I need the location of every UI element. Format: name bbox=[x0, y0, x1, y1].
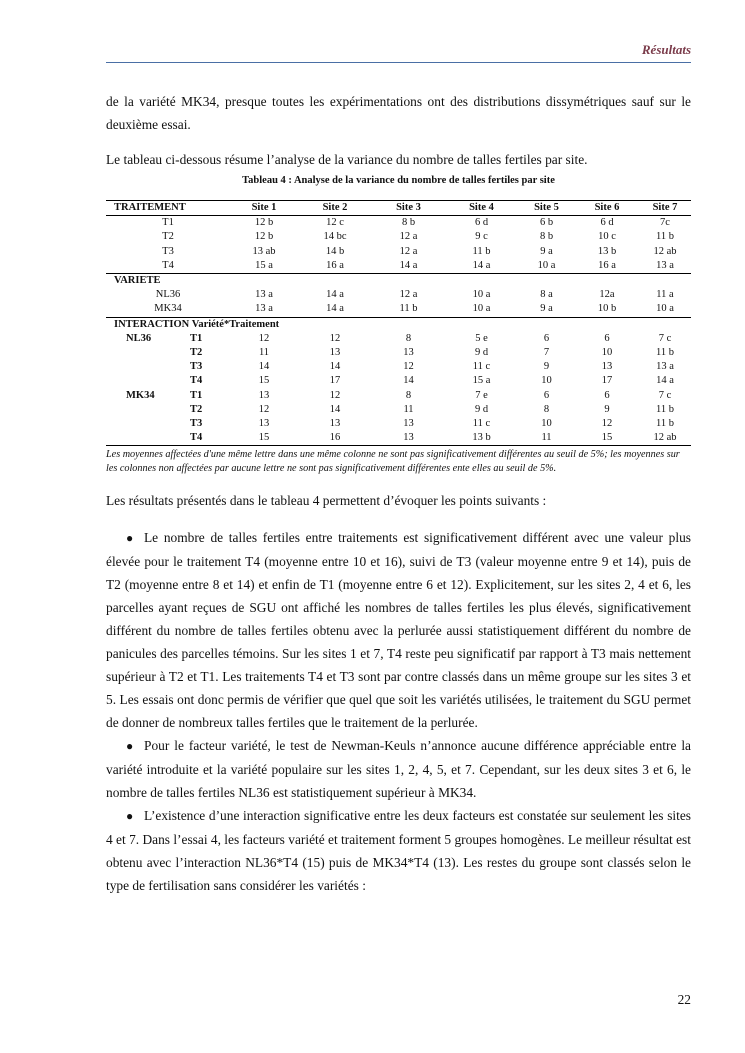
table-cell: 13 b bbox=[597, 245, 617, 257]
column-header: Site 7 bbox=[639, 201, 691, 216]
treatment-label: T4 bbox=[190, 431, 230, 446]
table-cell: 8 b bbox=[401, 217, 416, 229]
table-cell: 13 bbox=[329, 418, 341, 430]
section-label: INTERACTION Variété*Traitement bbox=[106, 317, 691, 332]
table-cell: 12 c bbox=[326, 217, 344, 229]
table-cell: 14 bc bbox=[323, 231, 347, 243]
table-cell: 7 bbox=[543, 347, 550, 359]
column-header: Site 3 bbox=[372, 201, 445, 216]
table-cell: 15 bbox=[230, 431, 298, 446]
table-header-row bbox=[106, 201, 691, 216]
row-label: MK34 bbox=[154, 303, 182, 315]
bullet-text: Pour le facteur variété, le test de Newman-Keuls n’annonce aucune différence appréciable entre la variété introduite et la variété populaire sur les sites 1, 2, 4, 5, et 7. Cependant, sur les deux sites 3 et 6, le nombre de talles fertiles NL36 est statistiquement supérieur à MK34. bbox=[106, 738, 691, 801]
table-cell: 17 bbox=[601, 375, 613, 387]
table-cell: 9 bbox=[543, 361, 550, 373]
table-row bbox=[106, 360, 691, 374]
table-cell: 11 b bbox=[656, 231, 674, 243]
variety-label bbox=[106, 360, 190, 374]
table-row bbox=[106, 389, 691, 403]
table-cell: 14 a bbox=[326, 303, 344, 315]
table-cell: 12 bbox=[258, 332, 270, 344]
column-header: Site 4 bbox=[445, 201, 518, 216]
table-cell: 13 bbox=[403, 418, 414, 430]
table-cell: 16 a bbox=[326, 259, 344, 271]
table-cell: 12 bbox=[258, 403, 270, 415]
table-cell: 7 c bbox=[658, 389, 672, 401]
table-cell: 6 bbox=[604, 389, 610, 401]
table-cell: 11 c bbox=[472, 361, 491, 373]
variety-label: MK34 bbox=[126, 389, 155, 401]
row-label: T1 bbox=[162, 217, 174, 229]
table-cell: 9 a bbox=[540, 245, 553, 257]
table-cell: 16 a bbox=[598, 259, 616, 271]
bullet-icon: ● bbox=[126, 739, 134, 754]
treatment-label: T3 bbox=[190, 418, 203, 430]
table-cell: 14 bbox=[329, 361, 341, 373]
table-row bbox=[106, 417, 691, 431]
intro-paragraph-1: de la variété MK34, presque toutes les expérimentations ont des distributions dissymétriques sauf sur le deuxième essai. bbox=[106, 94, 691, 132]
table-row bbox=[106, 230, 691, 244]
table-cell: 14 b bbox=[325, 245, 345, 257]
table-cell: 13 b bbox=[445, 431, 518, 446]
bullet-icon: ● bbox=[126, 809, 134, 824]
intro-paragraph-2: Le tableau ci-dessous résume l’analyse de la variance du nombre de talles fertiles par site. bbox=[106, 152, 588, 167]
table-cell: 7 c bbox=[658, 332, 672, 344]
table-cell: 12 bbox=[403, 361, 414, 373]
results-list bbox=[106, 526, 691, 897]
table-cell: 7c bbox=[660, 217, 670, 229]
variety-label bbox=[106, 374, 190, 388]
table-cell: 9 d bbox=[474, 403, 489, 415]
variety-label: NL36 bbox=[126, 332, 152, 344]
variety-label bbox=[106, 403, 190, 417]
table-cell: 15 a bbox=[472, 375, 491, 387]
bullet-item bbox=[106, 734, 691, 804]
table-cell: 6 bbox=[543, 389, 550, 401]
table-cell: 10 a bbox=[656, 303, 674, 315]
table-cell: 13 ab bbox=[252, 245, 276, 257]
table-cell: 15 bbox=[258, 375, 270, 387]
table-cell: 6 bbox=[604, 332, 610, 344]
table-cell: 13 a bbox=[255, 289, 273, 301]
column-header: Site 2 bbox=[298, 201, 372, 216]
treatment-label: T1 bbox=[190, 332, 203, 344]
row-label: T3 bbox=[162, 245, 174, 257]
section-row-variete bbox=[106, 274, 691, 289]
table-caption: Tableau 4 : Analyse de la variance du nombre de talles fertiles par site bbox=[242, 175, 555, 186]
variance-table bbox=[106, 200, 691, 446]
header-title: Résultats bbox=[641, 42, 691, 57]
table-row bbox=[106, 431, 691, 446]
column-header: Site 1 bbox=[230, 201, 298, 216]
table-cell: 12 ab bbox=[639, 431, 691, 446]
row-label: NL36 bbox=[155, 289, 181, 301]
table-cell: 11 a bbox=[656, 289, 674, 301]
table-cell: 11 b bbox=[656, 403, 674, 415]
table-cell: 13 bbox=[329, 347, 341, 359]
table-row bbox=[106, 259, 691, 274]
table-cell: 13 bbox=[403, 347, 414, 359]
treatment-label: T1 bbox=[190, 389, 203, 401]
table-cell: 13 bbox=[601, 361, 613, 373]
bullet-text: L’existence d’une interaction significative entre les deux facteurs est constatée sur seulement les sites 4 et 7. Dans l’essai 4, les facteurs variété et traitement forment 5 groupes homogènes. Le meilleur résultat est obtenu avec l’interaction NL36*T4 (15) puis de MK34*T4 (13). Les restes du groupe sont classés selon le type de fertilisation sans considérer les variétés : bbox=[106, 808, 691, 894]
table-cell: 12 a bbox=[399, 289, 418, 301]
table-cell: 10 a bbox=[472, 303, 491, 315]
table-cell: 14 bbox=[403, 375, 414, 387]
table-cell: 10 bbox=[541, 375, 552, 387]
table-cell: 8 bbox=[405, 389, 412, 401]
table-cell: 14 bbox=[258, 361, 270, 373]
table-cell: 13 bbox=[372, 431, 445, 446]
running-header bbox=[106, 42, 691, 63]
table-cell: 11 c bbox=[472, 418, 491, 430]
table-cell: 14 bbox=[329, 403, 341, 415]
table-cell: 12 ab bbox=[653, 245, 677, 257]
bullet-item bbox=[106, 804, 691, 897]
table-cell: 13 bbox=[258, 418, 270, 430]
table-row bbox=[106, 346, 691, 360]
table-cell: 11 bbox=[403, 403, 414, 415]
table-cell: 11 b bbox=[472, 245, 491, 257]
table-row bbox=[106, 302, 691, 317]
table-cell: 13 bbox=[258, 389, 270, 401]
table-cell: 12 a bbox=[399, 231, 418, 243]
page-number: 22 bbox=[677, 992, 691, 1007]
table-cell: 6 bbox=[543, 332, 550, 344]
table-cell: 7 e bbox=[475, 389, 488, 401]
table-cell: 6 d bbox=[474, 217, 489, 229]
table-cell: 11 b bbox=[656, 418, 674, 430]
table-row bbox=[106, 216, 691, 231]
table-cell: 8 a bbox=[540, 289, 553, 301]
row-label: T2 bbox=[162, 231, 174, 243]
table-cell: 10 c bbox=[598, 231, 616, 243]
bullet-item bbox=[106, 526, 691, 734]
column-header: Site 5 bbox=[518, 201, 575, 216]
table-footnote: Les moyennes affectées d'une même lettre dans une même colonne ne sont pas significativement différentes au seuil de 5%; les moyennes sur les colonnes non affectées par aucune lettre ne sont pas significativement différentes ente elles au seuil de 5%. bbox=[106, 449, 680, 474]
table-cell: 11 bbox=[258, 347, 270, 359]
table-cell: 8 bbox=[543, 403, 550, 415]
table-row bbox=[106, 288, 691, 302]
table-cell: 10 b bbox=[597, 303, 617, 315]
table-cell: 6 d bbox=[600, 217, 614, 229]
treatment-label: T4 bbox=[190, 375, 203, 387]
table-cell: 10 a bbox=[472, 289, 491, 301]
table-cell: 6 b bbox=[539, 217, 554, 229]
table-row bbox=[106, 245, 691, 259]
table-cell: 12 a bbox=[399, 245, 418, 257]
table-cell: 14 a bbox=[472, 259, 491, 271]
table-cell: 13 a bbox=[656, 361, 674, 373]
table-cell: 11 bbox=[518, 431, 575, 446]
page-content bbox=[106, 90, 691, 897]
table-cell: 8 bbox=[405, 332, 412, 344]
table-cell: 17 bbox=[329, 375, 341, 387]
variety-label bbox=[106, 346, 190, 360]
table-cell: 9 d bbox=[474, 347, 489, 359]
row-label: T4 bbox=[162, 259, 174, 271]
variety-label bbox=[106, 431, 190, 446]
section-label: VARIETE bbox=[106, 274, 691, 289]
table-cell: 12 bbox=[329, 389, 341, 401]
table-cell: 14 a bbox=[656, 375, 674, 387]
column-header: Site 6 bbox=[575, 201, 639, 216]
table-row bbox=[106, 332, 691, 346]
table-row bbox=[106, 374, 691, 388]
table-cell: 12 bbox=[329, 332, 341, 344]
table-cell: 13 a bbox=[656, 259, 674, 271]
treatment-label: T2 bbox=[190, 347, 203, 359]
table-cell: 10 bbox=[541, 418, 552, 430]
table-cell: 12a bbox=[599, 289, 615, 301]
table-cell: 9 a bbox=[540, 303, 553, 315]
section-row-interaction bbox=[106, 317, 691, 332]
table-cell: 12 bbox=[601, 418, 613, 430]
treatment-label: T3 bbox=[190, 361, 203, 373]
variety-label bbox=[106, 417, 190, 431]
table-cell: 12 b bbox=[254, 217, 274, 229]
bullet-text: Le nombre de talles fertiles entre traitements est significativement différent avec une valeur plus élevée pour le traitement T4 (moyenne entre 10 et 16), suivi de T3 (valeur moyenne entre 9 et 14), puis de T2 (moyenne entre 8 et 14) et enfin de T1 (moyenne entre 6 et 12). Explicitement, sur les sites 2, 4 et 6, les parcelles ayant reçues de SGU ont affiché les nombres de talles fertiles les plus élevés, significativement différent du nombre de talles fertiles obtenu avec la perlurée aussi statistiquement différent du nombre de panicules des parcelles témoins. Sur les sites 1 et 7, T4 reste peu significatif par rapport à T3 mais nettement supérieur à T2 et T1. Les traitements T4 et T3 sont par contre classés dans un même groupe sur les sites 3 et 5. Les essais ont donc permis de vérifier que quel que soit les variétés utilisées, le traitement du SGU permet de donner de nombreux talles fertiles que le traitement de la perlurée. bbox=[106, 530, 691, 731]
table-cell: 10 a bbox=[537, 259, 556, 271]
table-cell: 8 b bbox=[539, 231, 554, 243]
table-cell: 5 e bbox=[475, 332, 488, 344]
table-cell: 9 bbox=[604, 403, 610, 415]
table-cell: 14 a bbox=[326, 289, 344, 301]
table-cell: 16 bbox=[298, 431, 372, 446]
table-cell: 9 c bbox=[475, 231, 488, 243]
table-cell: 15 bbox=[575, 431, 639, 446]
results-intro: Les résultats présentés dans le tableau 4 permettent d’évoquer les points suivants : bbox=[106, 493, 547, 509]
bullet-icon: ● bbox=[126, 531, 134, 546]
table-cell: 12 b bbox=[254, 231, 274, 243]
table-row bbox=[106, 403, 691, 417]
table-cell: 10 bbox=[601, 347, 613, 359]
table-cell: 11 b bbox=[399, 303, 418, 315]
table-cell: 11 b bbox=[656, 347, 674, 359]
table-cell: 15 a bbox=[255, 259, 273, 271]
table-cell: 14 a bbox=[399, 259, 418, 271]
treatment-label: T2 bbox=[190, 403, 203, 415]
column-header: TRAITEMENT bbox=[106, 201, 230, 216]
table-cell: 13 a bbox=[255, 303, 273, 315]
